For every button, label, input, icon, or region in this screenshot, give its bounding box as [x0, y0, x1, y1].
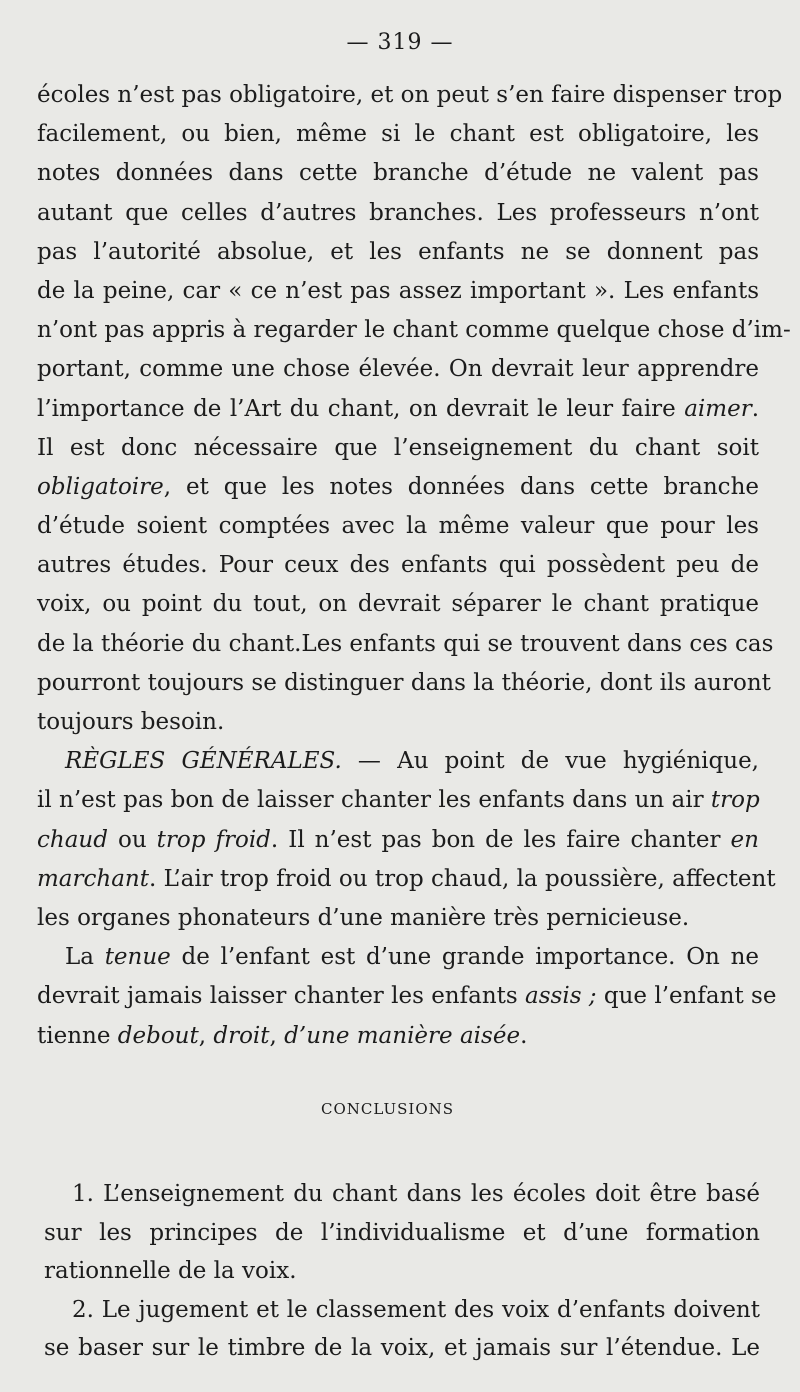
text-run: ou	[107, 826, 157, 853]
text-line	[37, 272, 759, 311]
text-line	[44, 1175, 760, 1214]
text-run: . L’air trop froid ou trop chaud, la poussière, affectent	[148, 865, 776, 892]
text-line	[37, 899, 759, 938]
text-run: les organes phonateurs d’une manière très pernicieuse.	[37, 904, 690, 931]
italic-text: aimer	[684, 395, 752, 422]
text-line	[37, 781, 759, 820]
text-line	[37, 977, 777, 1016]
text-run: .	[520, 1022, 528, 1049]
text-line	[44, 1214, 760, 1253]
text-line	[37, 546, 759, 585]
italic-text: debout	[117, 1022, 199, 1049]
text-run: pourront toujours se distinguer dans la théorie, dont ils auront	[37, 669, 771, 696]
italic-text: en	[730, 826, 759, 853]
text-line	[37, 938, 759, 977]
text-run: — Au point de vue hygiénique,	[341, 748, 759, 775]
text-line	[37, 154, 759, 193]
text-line	[37, 703, 759, 742]
italic-text: tenue	[104, 944, 171, 971]
text-run: l’importance de l’Art du chant, on devrait le leur faire	[37, 395, 685, 422]
text-line	[37, 625, 774, 664]
text-line	[37, 507, 759, 546]
text-run: notes données dans cette branche d’étude ne valent pas	[37, 160, 759, 187]
italic-text: RÈGLES GÉNÉRALES.	[65, 748, 342, 775]
text-run: de l’enfant est d’une grande importance. On ne	[170, 944, 759, 971]
text-line	[37, 350, 759, 389]
italic-text: d’une manière aisée	[284, 1022, 521, 1049]
text-run: toujours besoin.	[37, 709, 225, 735]
text-line	[37, 76, 783, 115]
text-run: 1. L’enseignement du chant dans les écoles doit être basé	[72, 1181, 760, 1207]
text-run: que l’enfant se	[596, 983, 777, 1010]
text-line	[37, 585, 759, 624]
section-heading: CONCLUSIONS	[320, 1100, 455, 1118]
text-run: d’étude soient comptées avec la même valeur que pour les	[37, 513, 759, 540]
text-line	[37, 664, 771, 703]
text-line	[44, 1252, 760, 1291]
body-text	[37, 76, 791, 1056]
text-line	[37, 233, 759, 272]
italic-text: trop	[710, 787, 760, 814]
text-run: rationnelle de la voix.	[44, 1258, 297, 1284]
text-run: ,	[198, 1022, 214, 1049]
text-run: ,	[269, 1022, 285, 1049]
text-run: autres études. Pour ceux des enfants qui possèdent peu de	[37, 552, 759, 579]
text-run: . Il n’est pas bon de les faire chanter	[270, 826, 731, 853]
text-run: facilement, ou bien, même si le chant est obligatoire, les	[37, 121, 759, 148]
text-line	[37, 468, 759, 507]
text-line	[37, 194, 759, 233]
italic-text: droit	[213, 1022, 270, 1049]
italic-text: assis ;	[525, 983, 597, 1010]
text-run: Il est donc nécessaire que l’enseignement du chant soit	[37, 434, 759, 461]
italic-text: chaud	[37, 826, 108, 853]
text-run: il n’est pas bon de laisser chanter les enfants dans un air	[37, 787, 711, 814]
text-line	[37, 390, 759, 429]
text-run: écoles n’est pas obligatoire, et on peut s’en faire dispenser trop	[37, 82, 783, 108]
text-line	[37, 742, 759, 781]
text-line	[44, 1291, 760, 1330]
italic-text: marchant	[37, 865, 149, 892]
text-run: 2. Le jugement et le classement des voix d’enfants doivent	[72, 1296, 760, 1323]
text-line	[37, 1017, 759, 1056]
text-line	[44, 1329, 760, 1368]
text-run: tienne	[37, 1022, 118, 1049]
italic-text: obligatoire	[37, 473, 164, 500]
text-run: sur les principes de l’individualisme et d’une formation	[44, 1219, 760, 1246]
text-run: autant que celles d’autres branches. Les professeurs n’ont	[37, 199, 759, 226]
text-run: , et que les notes données dans cette branche	[163, 473, 759, 500]
text-run: pas l’autorité absolue, et les enfants ne se donnent pas	[37, 238, 759, 265]
text-run: devrait jamais laisser chanter les enfants	[37, 983, 526, 1010]
text-line	[37, 115, 759, 154]
conclusions-list	[44, 1175, 760, 1368]
text-line	[37, 821, 759, 860]
text-line	[37, 860, 776, 899]
text-run: .	[751, 395, 759, 422]
text-run: de la théorie du chant.Les enfants qui se trouvent dans ces cas	[37, 630, 774, 657]
text-run: La	[65, 944, 105, 971]
text-run: n’ont pas appris à regarder le chant comme quelque chose d’im-	[37, 317, 791, 344]
text-run: voix, ou point du tout, on devrait séparer le chant pratique	[37, 591, 759, 618]
text-run: de la peine, car « ce n’est pas assez important ». Les enfants	[37, 277, 759, 304]
text-line	[37, 311, 791, 350]
text-run: se baser sur le timbre de la voix, et jamais sur l’étendue. Le	[44, 1335, 760, 1361]
page-number: — 319 —	[346, 30, 454, 55]
text-run: portant, comme une chose élevée. On devrait leur apprendre	[37, 356, 759, 383]
text-line	[37, 429, 759, 468]
italic-text: trop froid	[156, 826, 271, 853]
